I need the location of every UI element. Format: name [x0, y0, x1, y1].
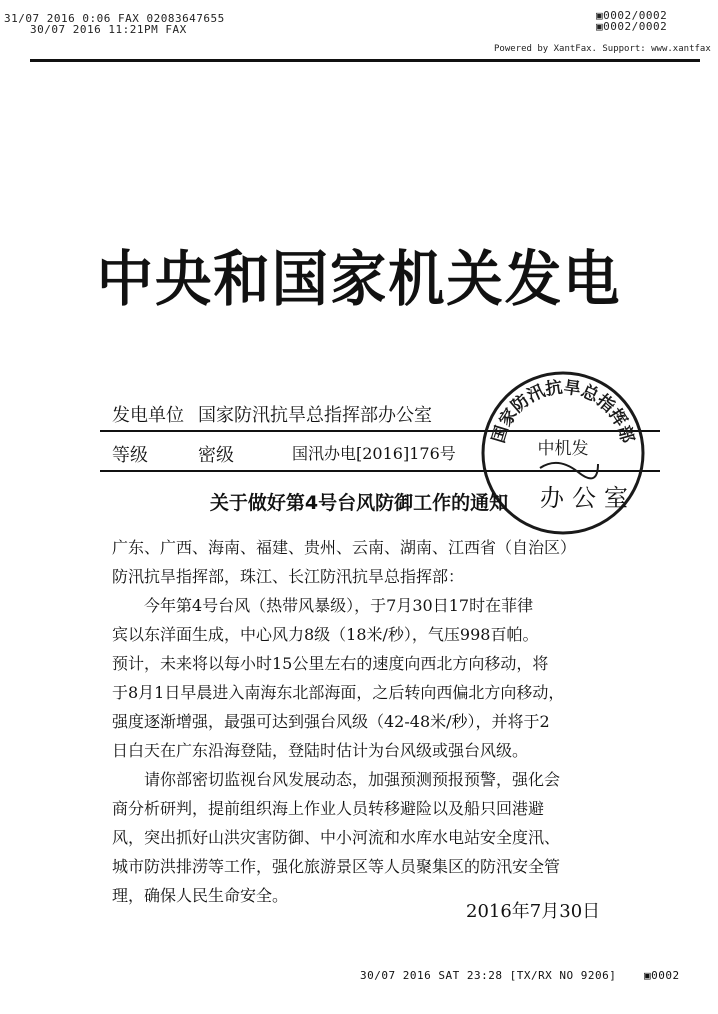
fax-page-count: ▣0002/0002: [596, 9, 668, 22]
body-line: 于8月1日早晨进入南海东北部海面，之后转向西偏北方向移动，: [112, 683, 565, 702]
body-line: 商分析研判，提前组织海上作业人员转移避险以及船只回港避: [112, 799, 545, 818]
secrecy-label: 密级: [198, 445, 234, 466]
page-box-icon: ▣: [596, 20, 604, 33]
header-rule: [30, 59, 700, 62]
document-body: [112, 533, 667, 910]
document-date: 2016年7月30日: [466, 901, 601, 922]
body-line: 风，突出抓好山洪灾害防御、中小河流和水库水电站安全度汛、: [112, 828, 561, 847]
body-line: 广东、广西、海南、福建、贵州、云南、湖南、江西省（自治区）: [112, 538, 577, 557]
body-line: 今年第4号台风（热带风暴级），于7月30日17时在菲律: [112, 596, 534, 615]
body-line: 强度逐渐增强，最强可达到强台风级（42-48米/秒），并将于2: [112, 712, 550, 731]
fax-header-line-2: 30/07 2016 11:21PM FAX: [30, 23, 187, 36]
body-line: 城市防洪排涝等工作，强化旅游景区等人员聚集区的防汛安全管: [112, 857, 561, 876]
seal-center-text: 中机发: [537, 439, 589, 459]
document-title: 中央和国家机关发电: [96, 245, 622, 315]
fax-footer-page: ▣0002: [644, 969, 680, 982]
body-line: 预计，未来将以每小时15公里左右的速度向西北方向移动，将: [112, 654, 549, 673]
page-box-icon: ▣: [596, 9, 604, 22]
page-box-icon: ▣: [644, 969, 652, 982]
fax-header-line-1: 31/07 2016 0:06 FAX 02083647655: [4, 12, 225, 25]
seal-text: 国家防汛抗旱总指挥部: [488, 377, 638, 446]
body-line: 宾以东洋面生成，中心风力8级（18米/秒），气压998百帕。: [112, 625, 539, 644]
body-line: 理，确保人民生命安全。: [112, 886, 289, 905]
body-line: 防汛抗旱指挥部，珠江、长江防汛抗旱总指挥部：: [112, 567, 465, 586]
powered-by-line: Powered by XantFax. Support: www.xantfax: [494, 44, 711, 54]
body-line: 请你部密切监视台风发展动态，加强预测预报预警，强化会: [112, 770, 561, 789]
fax-footer-stamp: 30/07 2016 SAT 23:28 [TX/RX NO 9206]: [360, 969, 617, 982]
sender-label: 发电单位: [112, 405, 184, 426]
body-line: 日白天在广东沿海登陆，登陆时估计为台风级或强台风级。: [112, 741, 529, 760]
grade-label: 等级: [112, 445, 148, 466]
sender-value: 国家防汛抗旱总指挥部办公室: [198, 405, 432, 426]
fax-page-count-2: ▣0002/0002: [596, 20, 668, 33]
document-number: 国汛办电[2016]176号: [292, 444, 456, 463]
document-subject: 关于做好第4号台风防御工作的通知: [209, 492, 509, 514]
office-text: 办公室: [540, 484, 636, 512]
seal-scribble: [540, 463, 598, 479]
